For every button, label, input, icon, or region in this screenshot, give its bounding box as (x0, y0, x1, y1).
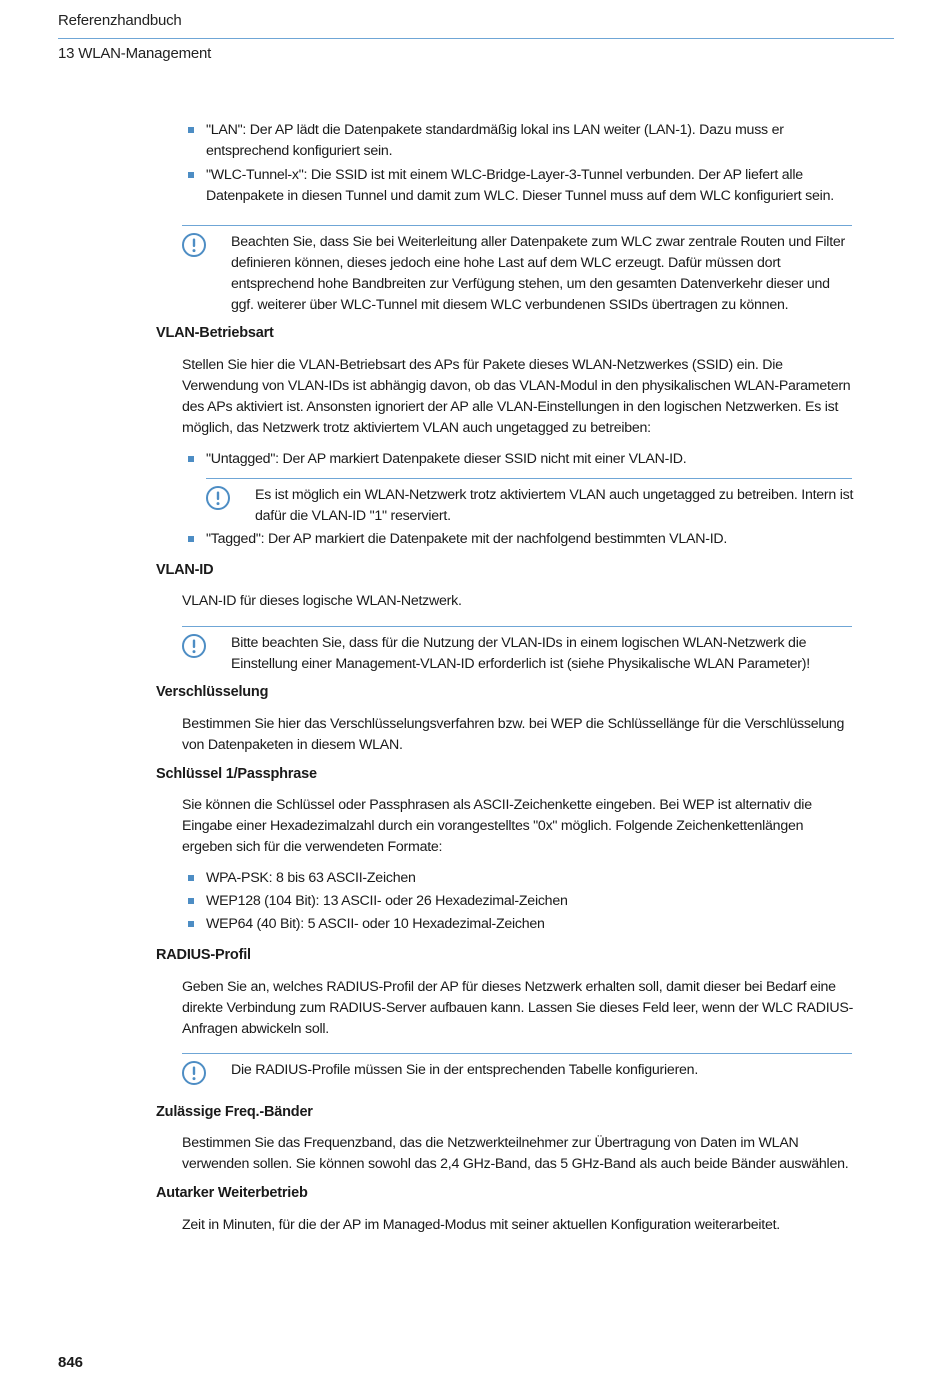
square-bullet-icon (188, 536, 194, 542)
note-divider (182, 225, 852, 226)
paragraph: Bestimmen Sie hier das Verschlüsselungsverfahren bzw. bei WEP die Schlüssellänge für die Verschlüsselung von Datenpaketen in diesem WLAN. (182, 716, 845, 753)
paragraph: Sie können die Schlüssel oder Passphrasen als ASCII-Zeichenkette eingeben. Bei WEP ist alternativ die Eingabe einer Hexadezimalzahl durch ein vorangestelltes "0x" möglich. Folgende Zeichenkettenlängen ergeben sich für die verwendeten Formate: (182, 797, 812, 855)
list-item (186, 868, 854, 889)
list-item-text: "Tagged": Der AP markiert die Datenpakete mit der nachfolgend bestimmten VLAN-ID. (206, 531, 728, 547)
square-bullet-icon (188, 456, 194, 462)
note-divider (182, 626, 852, 627)
list-item-text: "WLC-Tunnel-x": Die SSID ist mit einem WLC-Bridge-Layer-3-Tunnel verbunden. Der AP liefert alle Datenpakete in diesen Tunnel und damit zum WLC. Dieser Tunnel muss auf dem WLC konfiguriert sein. (206, 167, 834, 204)
paragraph: Bestimmen Sie das Frequenzband, das die Netzwerkteilnehmer zur Übertragung von Daten im WLAN verwenden sollen. Sie können sowohl das 2,4 GHz-Band, das 5 GHz-Band als auch beide Bänder auswählen. (182, 1135, 849, 1172)
square-bullet-icon (188, 127, 194, 133)
exclamation-circle-icon (181, 633, 207, 659)
page-number: 846 (58, 1354, 84, 1371)
list-item (186, 914, 854, 935)
square-bullet-icon (188, 921, 194, 927)
square-bullet-icon (188, 172, 194, 178)
exclamation-circle-icon (205, 485, 231, 511)
list-item-text: "Untagged": Der AP markiert Datenpakete dieser SSID nicht mit einer VLAN-ID. (206, 451, 687, 467)
section-heading-vlan-id: VLAN-ID (156, 562, 214, 578)
section-heading-vlan-mode: VLAN-Betriebsart (156, 325, 274, 341)
paragraph: VLAN-ID für dieses logische WLAN-Netzwerk. (182, 593, 462, 609)
list-item (186, 891, 854, 912)
section-heading-radius: RADIUS-Profil (156, 947, 251, 963)
paragraph: Zeit in Minuten, für die der AP im Managed-Modus mit seiner aktuellen Konfiguration weiterarbeitet. (182, 1217, 780, 1233)
list-item (186, 165, 854, 207)
running-header-chapter: 13 WLAN-Management (58, 45, 212, 62)
header-divider (58, 38, 894, 39)
list-item (186, 120, 854, 162)
section-heading-encryption: Verschlüsselung (156, 684, 269, 700)
list-item (186, 449, 854, 470)
square-bullet-icon (188, 875, 194, 881)
list-item-text: WEP128 (104 Bit): 13 ASCII- oder 26 Hexadezimal-Zeichen (206, 893, 568, 909)
note-text: Beachten Sie, dass Sie bei Weiterleitung aller Datenpakete zum WLC zwar zentrale Routen und Filter definieren können, dieses jedoch eine hohe Last auf dem WLC erzeugt. Dafür müssen dort entsprechend hohe Bandbreiten zur Verfügung stehen, um den gesamten Datenverkehr dieser und ggf. weiterer über WLC-Tunnel mit diesem WLC verbundenen SSIDs übertragen zu können. (231, 234, 845, 313)
section-heading-autarky: Autarker Weiterbetrieb (156, 1185, 308, 1201)
note-text: Es ist möglich ein WLAN-Netzwerk trotz aktiviertem VLAN auch ungetagged zu betreiben. Intern ist dafür die VLAN-ID "1" reserviert. (255, 487, 854, 524)
note-divider (206, 478, 852, 479)
note-text: Die RADIUS-Profile müssen Sie in der entsprechenden Tabelle konfigurieren. (231, 1062, 699, 1078)
paragraph: Stellen Sie hier die VLAN-Betriebsart des APs für Pakete dieses WLAN-Netzwerkes (SSID) ein. Die Verwendung von VLAN-IDs ist abhängig davon, ob das VLAN-Modul in den physikalischen WLAN-Parametern des APs aktiviert ist. Ansonsten ignoriert der AP alle VLAN-Einstellungen in den logischen Netzwerken. Es ist möglich, das Netzwerk trotz aktiviertem VLAN auch ungetagged zu betreiben: (182, 357, 851, 436)
note-divider (182, 1053, 852, 1054)
section-heading-bands: Zulässige Freq.-Bänder (156, 1104, 313, 1120)
list-item-text: "LAN": Der AP lädt die Datenpakete standardmäßig lokal ins LAN weiter (LAN-1). Dazu muss er entsprechend konfiguriert sein. (206, 122, 784, 159)
section-heading-key: Schlüssel 1/Passphrase (156, 766, 317, 782)
exclamation-circle-icon (181, 232, 207, 258)
list-item (186, 529, 854, 550)
paragraph: Geben Sie an, welches RADIUS-Profil der AP für dieses Netzwerk erhalten soll, damit dieser bei Bedarf eine direkte Verbindung zum RADIUS-Server aufbauen kann. Lassen Sie dieses Feld leer, wenn der WLC RADIUS-Anfragen abwickeln soll. (182, 979, 854, 1037)
running-header-book: Referenzhandbuch (58, 12, 182, 29)
list-item-text: WEP64 (40 Bit): 5 ASCII- oder 10 Hexadezimal-Zeichen (206, 916, 545, 932)
note-text: Bitte beachten Sie, dass für die Nutzung der VLAN-IDs in einem logischen WLAN-Netzwerk die Einstellung einer Management-VLAN-ID erforderlich ist (siehe Physikalische WLAN Parameter)! (231, 635, 810, 672)
exclamation-circle-icon (181, 1060, 207, 1086)
list-item-text: WPA-PSK: 8 bis 63 ASCII-Zeichen (206, 870, 416, 886)
square-bullet-icon (188, 898, 194, 904)
